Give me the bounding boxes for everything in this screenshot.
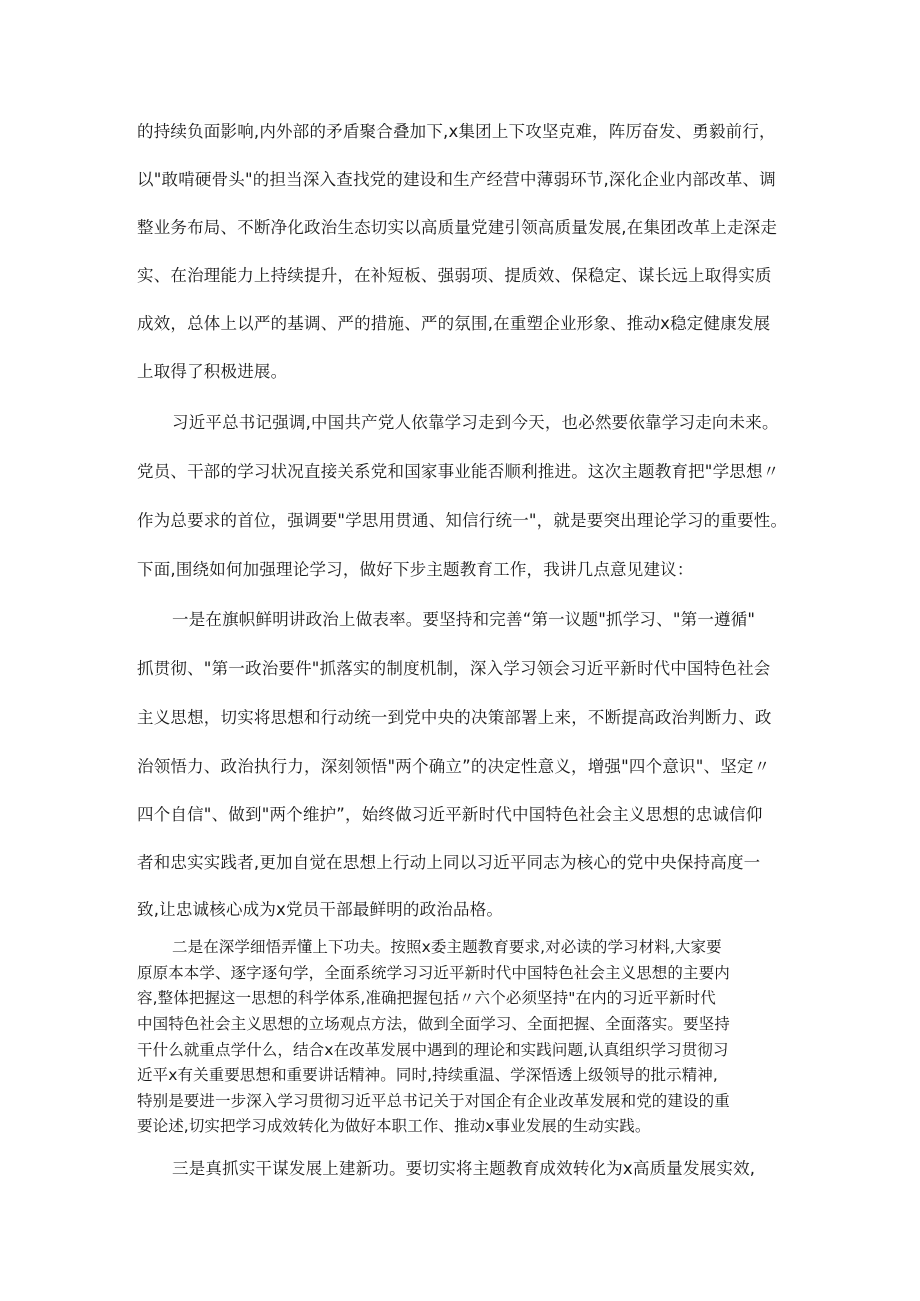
paragraph-line: 三是真抓实干谋发展上建新功。要切实将主题教育成效转化为x高质量发展实效, (172, 1159, 756, 1178)
paragraph-line: 者和忠实实践者,更加自觉在思想上行动上同以习近平同志为核心的党中央保持高度一 (137, 853, 761, 872)
paragraph-line: 作为总要求的首位，强调要"学思用贯通、知信行统一"，就是要突出理论学习的重要性。 (137, 511, 788, 530)
paragraph-line: 容,整体把握这一思想的科学体系,准确把握包括〃六个必须坚持"在内的习近平新时代 (137, 989, 716, 1007)
paragraph-line: 干什么就重点学什么，结合x在改革发展中遇到的理论和实践问题,认真组织学习贯彻习 (137, 1041, 729, 1059)
paragraph-line: 下面,围绕如何加强理论学习，做好下步主题教育工作，我讲几点意见建议： (137, 560, 694, 579)
paragraph-line: 党员、干部的学习状况直接关系党和国家事业能否顺利推进。这次主题教育把"学思想〃 (137, 462, 780, 481)
paragraph-line: 原原本本学、逐字逐句学，全面系统学习习近平新时代中国特色社会主义思想的主要内 (137, 964, 730, 982)
paragraph-line: 以"敢啃硬骨头"的担当深入查找党的建设和生产经营中薄弱环节,深化企业内部改革、调 (137, 170, 776, 189)
paragraph-line: 主义思想，切实将思想和行动统一到党中央的决策部署上来，不断提高政治判断力、政 (137, 708, 772, 727)
paragraph-line: 四个自信"、做到"两个维护”，始终做习近平新时代中国特色社会主义思想的忠诚信仰 (137, 805, 763, 824)
paragraph-line: 中国特色社会主义思想的立场观点方法，做到全面学习、全面把握、全面落实。要坚持 (137, 1015, 730, 1033)
paragraph-line: 一是在旗帜鲜明讲政治上做表率。要坚持和完善“第一议题"抓学习、"第一遵循" (172, 610, 756, 629)
paragraph-line: 实、在治理能力上持续提升，在补短板、强弱项、提质效、保稳定、谋长远上取得实质 (137, 266, 772, 285)
paragraph-line: 整业务布局、不断净化政治生态切实以高质量党建引领高质量发展,在集团改革上走深走 (137, 218, 778, 237)
paragraph-line: 特别是要进一步深入学习贯彻习近平总书记关于对国企有企业改革发展和党的建设的重 (137, 1092, 730, 1110)
paragraph-line: 致,让忠诚核心成为x党员干部最鲜明的政治品格。 (137, 900, 504, 919)
paragraph-line: 习近平总书记强调,中国共产党人依靠学习走到今天，也必然要依靠学习走向未来。 (172, 413, 779, 432)
paragraph-line: 的持续负面影响,内外部的矛盾聚合叠加下,x集团上下攻坚克难，阵厉奋发、勇毅前行， (137, 122, 776, 141)
paragraph-line: 二是在深学细悟弄懂上下功夫。按照x委主题教育要求,对必读的学习材料,大家要 (172, 938, 722, 956)
paragraph-line: 治领悟力、政治执行力，深刻领悟"两个确立”的决定性意义，增强"四个意识"、坚定〃 (137, 757, 771, 776)
paragraph-line: 上取得了积极进展。 (137, 362, 288, 381)
paragraph-line: 要论述,切实把学习成效转化为做好本职工作、推动x事业发展的生动实践。 (137, 1117, 651, 1135)
paragraph-line: 抓贯彻、"第一政治要件"抓落实的制度机制，深入学习领会习近平新时代中国特色社会 (137, 659, 771, 678)
paragraph-line: 近平x有关重要思想和重要讲话精神。同时,持续重温、学深悟透上级领导的批示精神, (137, 1066, 718, 1084)
paragraph-line: 成效，总体上以严的基调、严的措施、严的氛围,在重塑企业形象、推动x稳定健康发展 (137, 314, 771, 333)
